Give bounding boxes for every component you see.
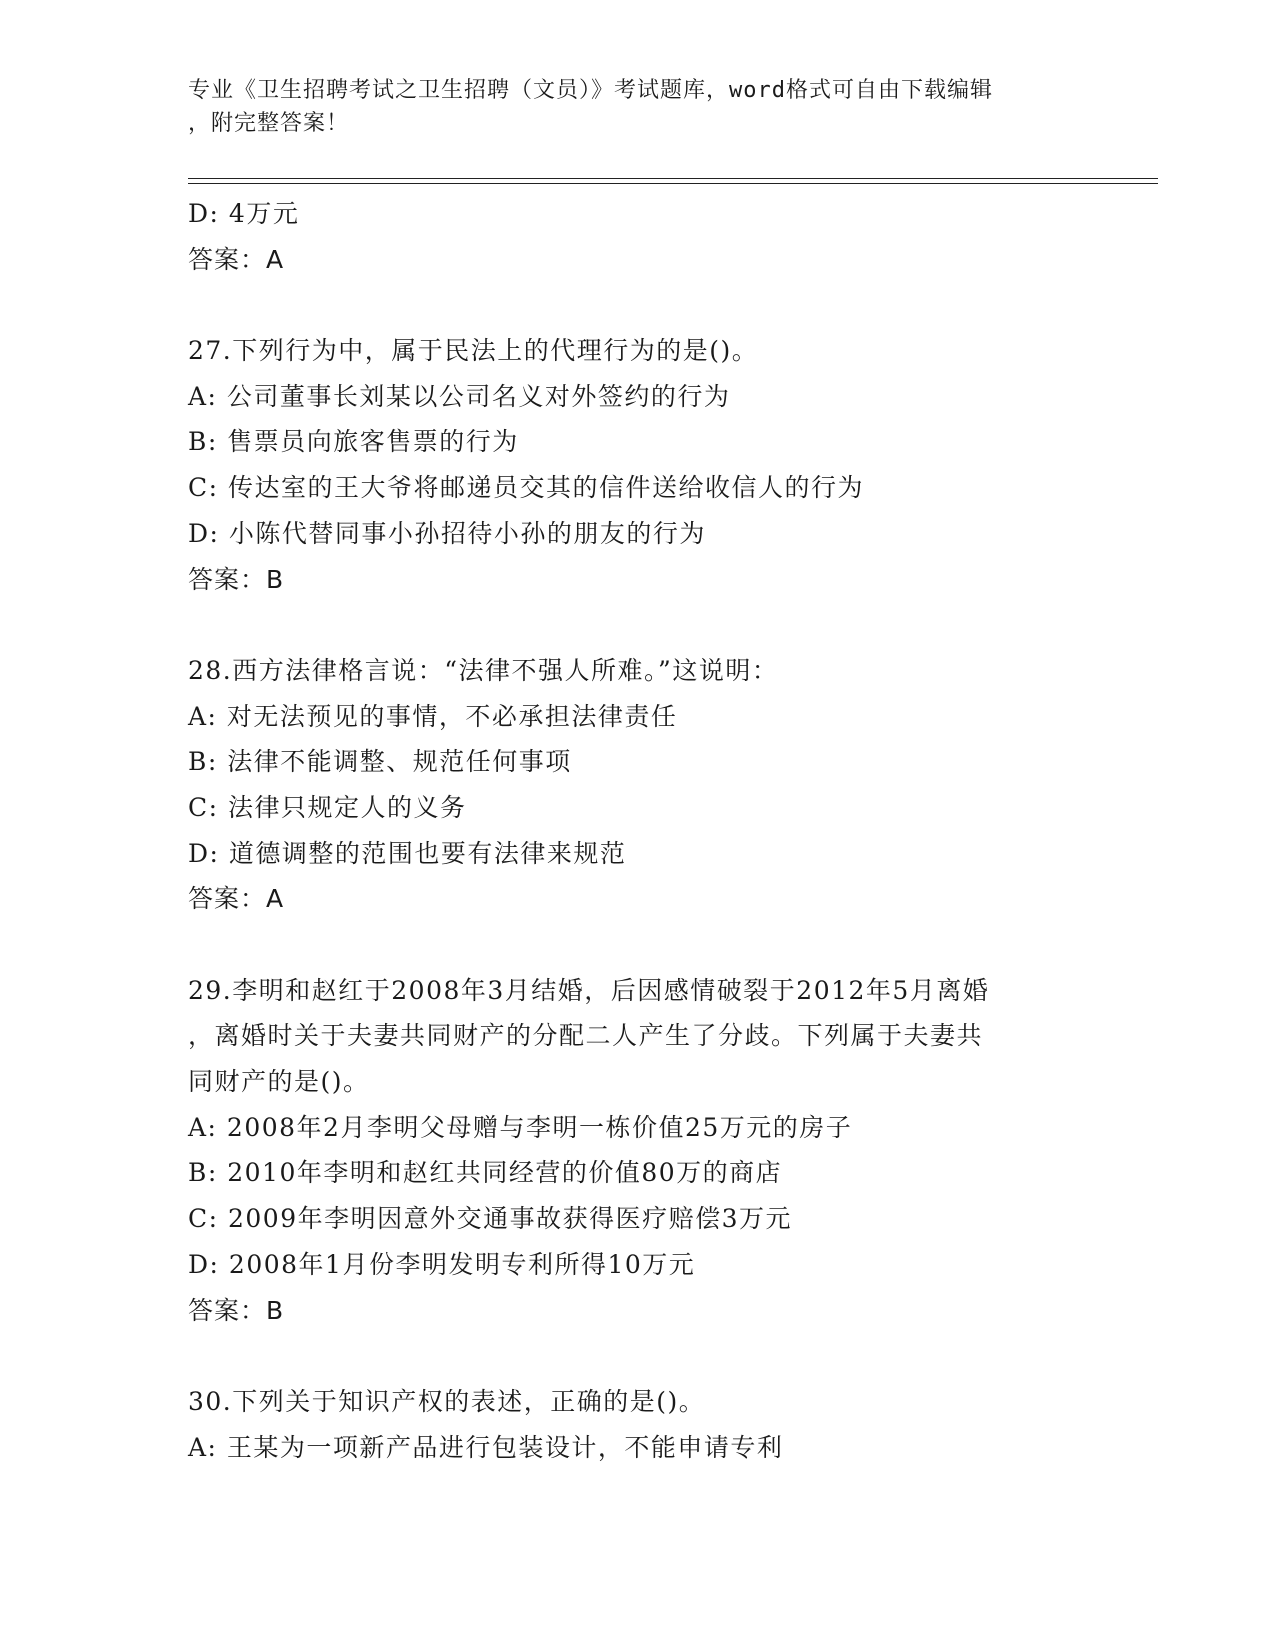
spacer	[188, 282, 1088, 328]
option-c: C: 传达室的王大爷将邮递员交其的信件送给收信人的行为	[188, 473, 865, 503]
answer-line: 答案：A	[188, 884, 285, 914]
question-stem: ，离婚时关于夫妻共同财产的分配二人产生了分歧。下列属于夫妻共	[188, 1021, 984, 1051]
header-divider-top	[188, 178, 1158, 179]
option-d: D: 小陈代替同事小孙招待小孙的朋友的行为	[188, 518, 706, 548]
question-stem: 27.下列行为中，属于民法上的代理行为的是()。	[188, 336, 759, 366]
question-stem: 30.下列关于知识产权的表述，正确的是()。	[188, 1386, 706, 1416]
option-a: A: 公司董事长刘某以公司名义对外签约的行为	[188, 381, 731, 411]
header-line-1: 专业《卫生招聘考试之卫生招聘（文员）》考试题库，word格式可自由下载编辑	[188, 78, 993, 103]
question-stem: 29.李明和赵红于2008年3月结婚，后因感情破裂于2012年5月离婚	[188, 975, 990, 1005]
option-d: D: 4万元	[188, 199, 300, 228]
option-a: A: 王某为一项新产品进行包装设计，不能申请专利	[188, 1432, 784, 1462]
option-b: B: 2010年李明和赵红共同经营的价值80万的商店	[188, 1158, 783, 1188]
question-list	[188, 191, 1088, 1470]
option-a: A: 2008年2月李明父母赠与李明一栋价值25万元的房子	[188, 1112, 853, 1142]
option-c: C: 法律只规定人的义务	[188, 792, 467, 822]
option-c: C: 2009年李明因意外交通事故获得医疗赔偿3万元	[188, 1204, 793, 1234]
question-stem: 28.西方法律格言说：“法律不强人所难。”这说明：	[188, 655, 779, 685]
answer-line: 答案：B	[188, 564, 285, 594]
header-divider-bottom	[188, 183, 1158, 184]
question-28	[188, 648, 1088, 922]
question-stem: 同财产的是()。	[188, 1067, 370, 1097]
spacer	[188, 1333, 1088, 1379]
answer-line: 答案：A	[188, 244, 285, 274]
question-30	[188, 1379, 1088, 1470]
spacer	[188, 922, 1088, 968]
header-line-2: ，附完整答案！	[188, 111, 350, 136]
spacer	[188, 602, 1088, 648]
answer-line: 答案：B	[188, 1295, 285, 1325]
question-29	[188, 968, 1088, 1334]
option-d: D: 道德调整的范围也要有法律来规范	[188, 838, 627, 868]
document-header	[188, 74, 1088, 140]
option-a: A: 对无法预见的事情，不必承担法律责任	[188, 701, 678, 731]
option-d: D: 2008年1月份李明发明专利所得10万元	[188, 1249, 696, 1279]
question-27	[188, 328, 1088, 602]
option-b: B: 售票员向旅客售票的行为	[188, 427, 519, 457]
option-b: B: 法律不能调整、规范任何事项	[188, 747, 572, 777]
